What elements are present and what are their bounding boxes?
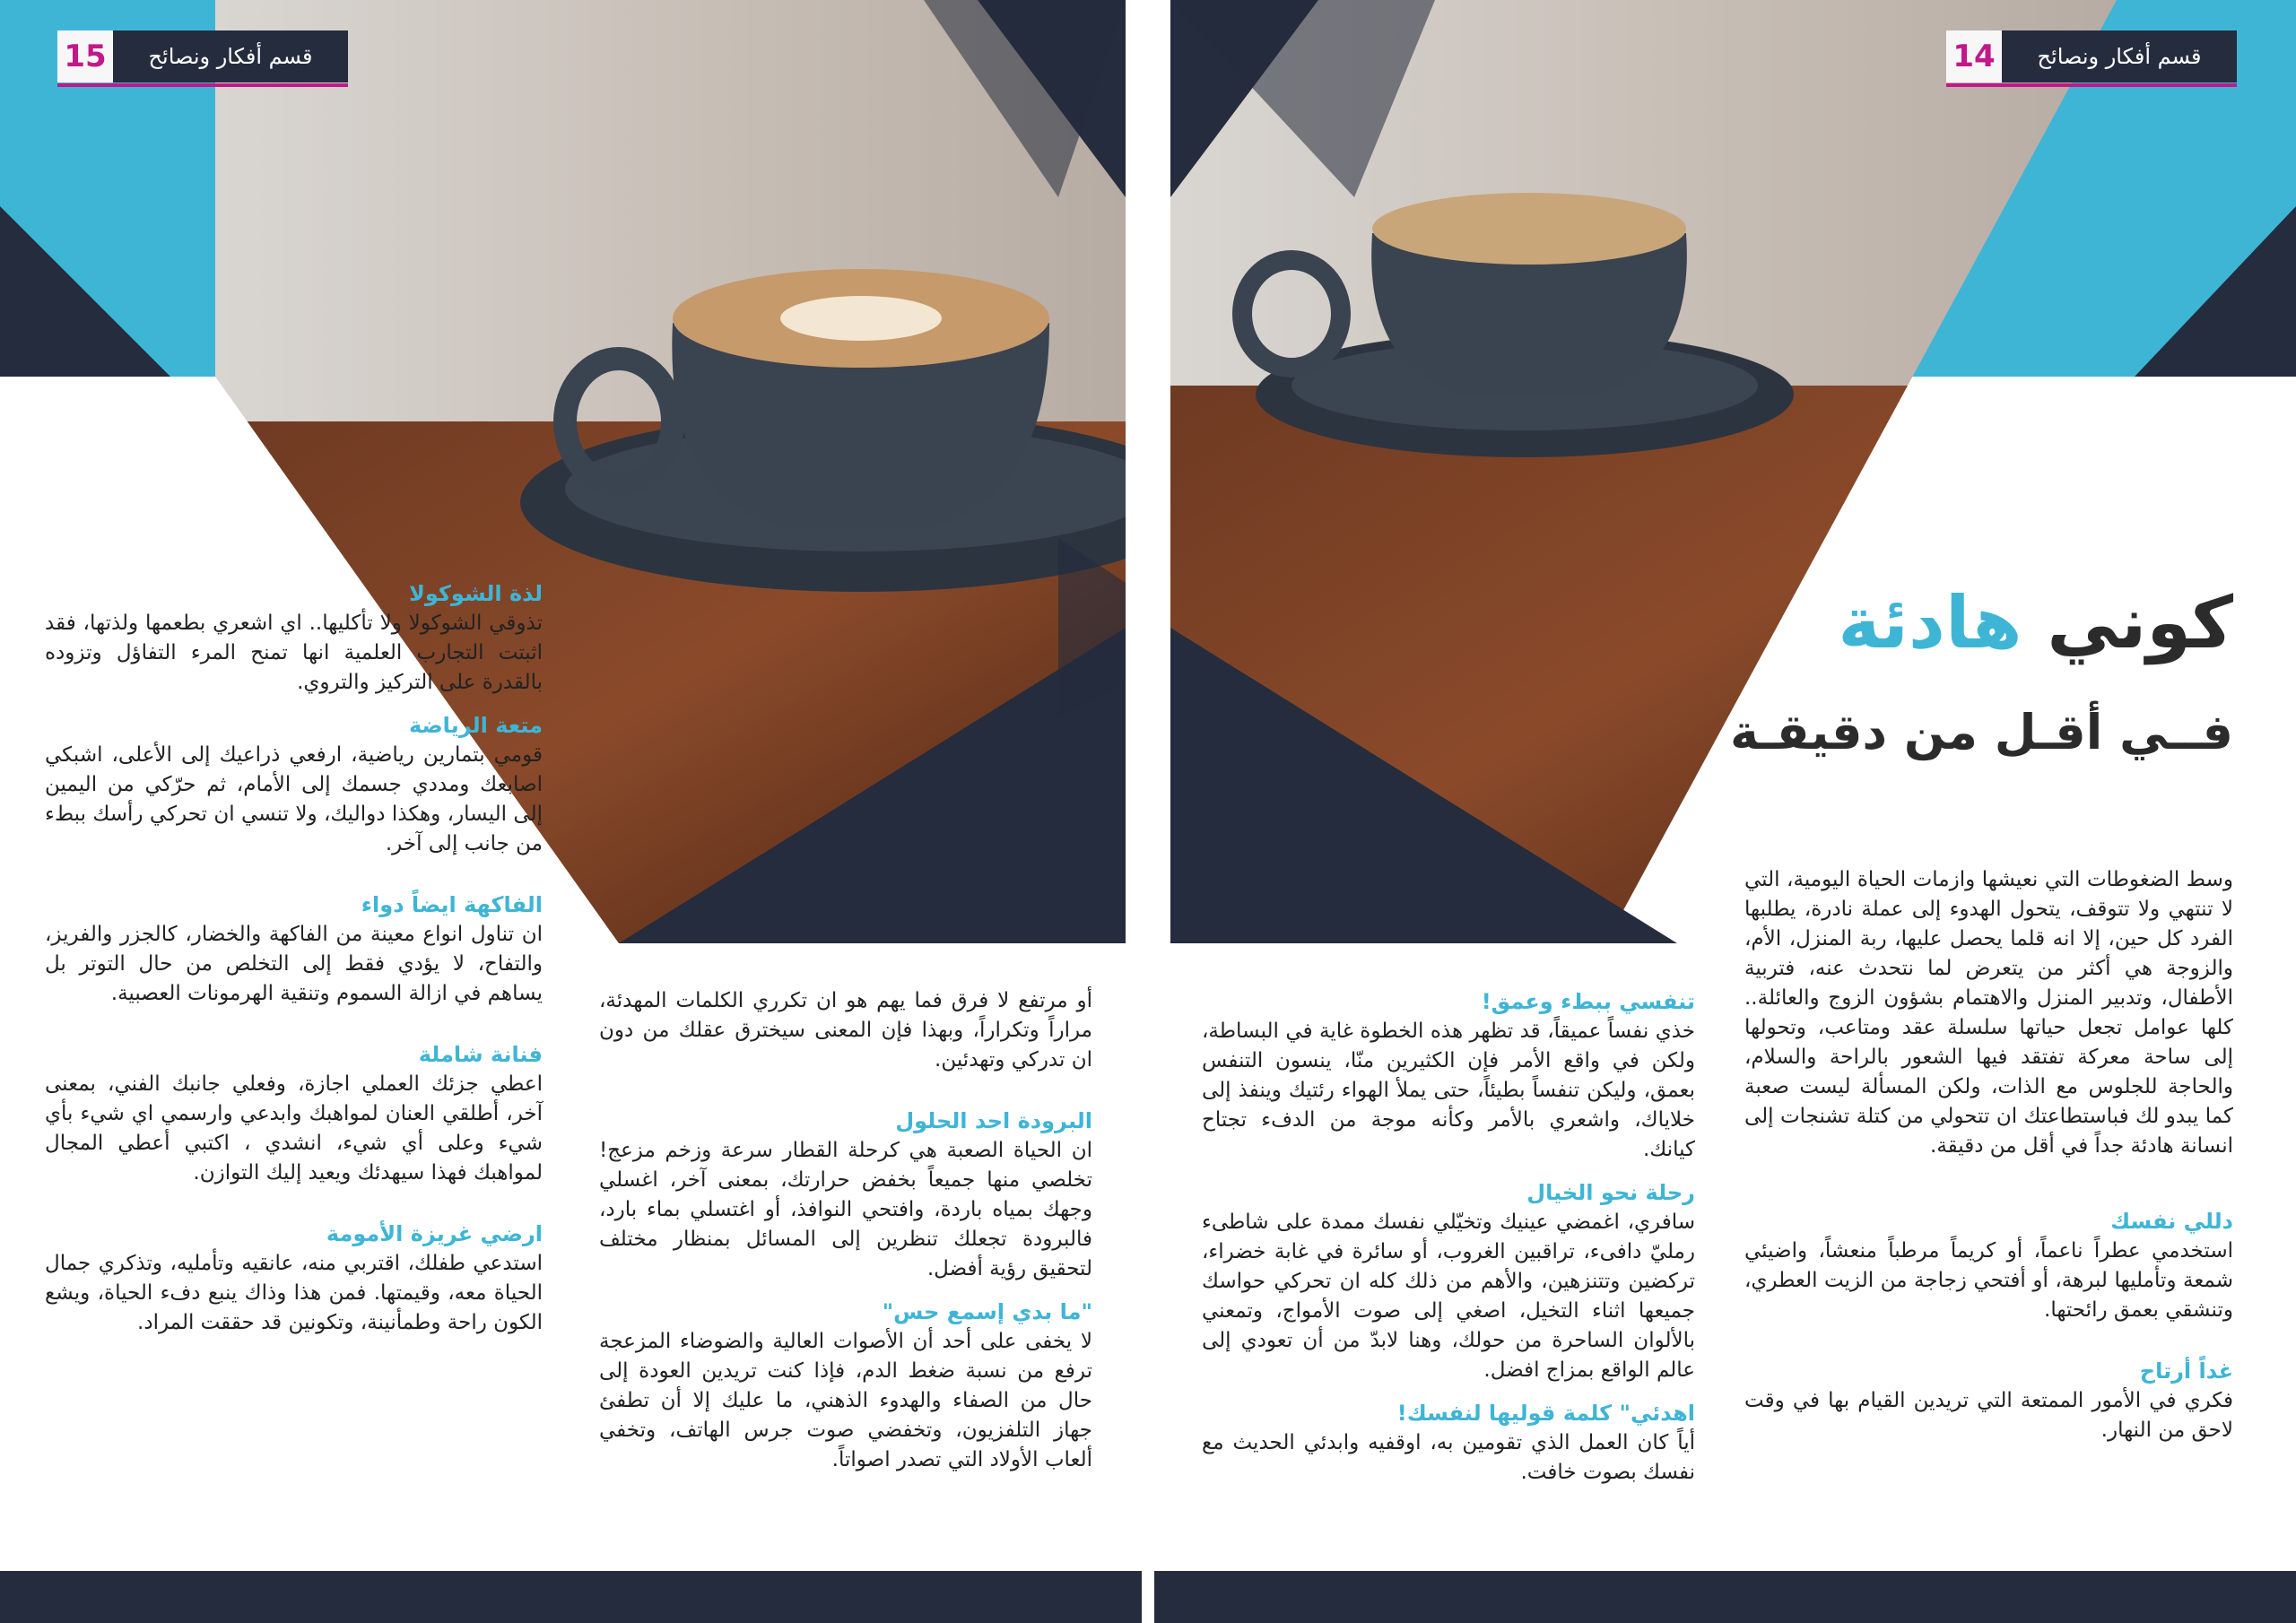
text-artist: اعطي جزئك العملي اجازة، وفعلي جانبك الفني، بمعنى آخر، أطلقي العنان لمواهبك وابدعي وارسمي اي شيء بأي شيء وعلى أي شيء، انشدي ، اكتبي أعطي المجال لمواهبك فهذا سيهدئك ويعيد إليك التوازن. xyxy=(45,1072,543,1185)
heading-chocolate: لذة الشوكولا xyxy=(409,581,543,606)
page-header-right xyxy=(1946,30,2237,82)
text-continued: أو مرتفع لا فرق فما يهم هو ان تكرري الكلمات المهدئة، مراراً وتكراراً، وبهذا فإن المعنى سيخترق عقلك من دون ان تدركي وتهدئين. xyxy=(599,989,1092,1072)
heading-artist: فنانة شاملة xyxy=(418,1042,543,1067)
heading-buruda: البرودة احد الحلول xyxy=(895,1108,1092,1133)
article-title xyxy=(1704,583,2233,664)
heading-ihdai: اهدئي" كلمة قوليها لنفسك! xyxy=(1396,1401,1695,1426)
title-word-1: كوني xyxy=(2047,581,2233,664)
text-ghadan: فكري في الأمور الممتعة التي تريدين القيام بها في وقت لاحق من النهار. xyxy=(1744,1389,2233,1442)
text-sport: قومي بتمارين رياضية، ارفعي ذراعيك إلى الأعلى، اشبكي اصابعك ومددي جسمك إلى الأمام، ثم حرّكي من اليمين إلى اليسار، وهكذا دواليك، ولا تنسي ان تحركي رأسك ببطء من جانب إلى آخر. xyxy=(45,743,543,855)
heading-fruit: الفاكهة ايضاً دواء xyxy=(361,892,543,917)
heading-mother: ارضي غريزة الأمومة xyxy=(326,1221,543,1246)
page-number-right: 14 xyxy=(1946,30,2002,82)
heading-tanaffasi: تنفسي ببطء وعمق! xyxy=(1481,989,1695,1014)
title-word-2: هادئة xyxy=(1838,581,2022,664)
text-buruda: ان الحياة الصعبة هي كرحلة القطار سرعة وزخم مزعج! تخلصي منها جميعاً بخفض حرارتك، بمعنى آخر، اغسلي وجهك بمياه باردة، وافتحي النوافذ، أو اغتسلي بماء بارد، فالبرودة تجعلك تنظرين إلى المسائل بمنظار مختلف لتحقيق رؤية أفضل. xyxy=(599,1139,1092,1280)
text-fruit: ان تناول انواع معينة من الفاكهة والخضار، كالجزر والفريز، والتفاح، لا يؤدي فقط إلى التخلص من حال التوتر بل يساهم في ازالة السموم وتنقية الهرمونات العصبية. xyxy=(45,923,543,1005)
heading-sport: متعة الرياضة xyxy=(408,713,543,738)
text-mabaddi: لا يخفى على أحد أن الأصوات العالية والضوضاء المزعجة ترفع من نسبة ضغط الدم، فإذا كنت تريدين العودة إلى حال من الصفاء والهدوء الذهني، ما عليك إلا أن تطفئ جهاز التلفزيون، وتخفضي صوت جرس الهاتف، وتخفي ألعاب الأولاد التي تصدر اصواتاً. xyxy=(599,1330,1092,1471)
article-subtitle: فــي أقـل من دقيقـة xyxy=(1729,704,2233,760)
text-tanaffasi: خذي نفساً عميقاً، قد تظهر هذه الخطوة غاية في البساطة، ولكن في واقع الأمر فإن الكثيرين منّا، ينسون التنفس بعمق، وليكن تنفساً بطيئاً، حتى يملأ الهواء رئتيك وينفذ إلى خلاياك، واشعري بالأمر وكأنه موجة من الدفء تجتاح كيانك. xyxy=(1202,1020,1695,1161)
page-header-left xyxy=(57,30,348,82)
text-chocolate: تذوقي الشوكولا ولا تأكليها.. اي اشعري بطعمها ولذتها، فقد اثبتت التجارب العلمية انها تمنح المرء التفاؤل وتزوده بالقدرة على التركيز والتروي. xyxy=(45,612,543,694)
heading-dalli: دللي نفسك xyxy=(2110,1209,2233,1234)
column-3 xyxy=(599,986,1092,1488)
section-name-right: قسم أفكار ونصائح xyxy=(2002,30,2237,82)
column-1 xyxy=(1744,865,2233,1458)
text-mother: استدعي طفلك، اقتربي منه، عانقيه وتأمليه، وتذكري جمال الحياة معه، وقيمتها. فمن هذا وذاك ينبع دفء الحياة، ويشع الكون راحة وطمأنينة، وتكونين قد حققت المراد. xyxy=(45,1252,543,1334)
heading-ghadan: غداً أرتاح xyxy=(2139,1358,2233,1384)
page-number-left: 15 xyxy=(57,30,113,82)
text-rihla: سافري، اغمضي عينيك وتخيّلي نفسك ممدة على شاطىء رمليّ دافىء، تراقبين الغروب، أو سائرة في غابة خضراء، تركضين وتتنزهين، والأهم من ذلك كله ان تحركي حواسك جميعها اثناء التخيل، اصغي إلى صوت الأمواج، وتمعني بالألوان الساحرة من حولك، وهنا لابدّ من أن تعودي إلى عالم الواقع بمزاج افضل. xyxy=(1202,1211,1695,1382)
text-ihdai: أياً كان العمل الذي تقومين به، اوقفيه وابدئي الحديث مع نفسك بصوت خافت. xyxy=(1202,1431,1695,1484)
heading-rihla: رحلة نحو الخيال xyxy=(1526,1180,1695,1205)
intro-paragraph: وسط الضغوطات التي نعيشها وازمات الحياة اليومية، التي لا تنتهي ولا تتوقف، يتحول الهدوء إلى عملة نادرة، يطلبها الفرد كل حين، إلا انه قلما يحصل عليها، ربة المنزل، الأم، والزوجة هي أكثر من يتعرض لما نتحدث عنه، فتربية الأطفال، وتدبير المنزل والاهتمام بشؤون الزوج والعائلة.. كلها عوامل تجعل حياتها سلسلة عقد ومتاعب، وتحولها إلى ساحة معركة تفتقد فيها الشعور بالراحة والسلام، والحاجة للجلوس مع الذات، ولكن المسألة ليست صعبة كما يبدو لك فباستطاعتك ان تتحولي من كتلة تشنجات إلى انسانة هادئة جداً في أقل من دقيقة. xyxy=(1744,868,2233,1158)
column-2 xyxy=(1202,986,1695,1500)
heading-mabaddi: "ما بدي إسمع حس" xyxy=(882,1299,1092,1324)
text-dalli: استخدمي عطراً ناعماً، أو كريماً مرطباً منعشاً، واضيئي شمعة وتأمليها لبرهة، أو أفتحي زجاجة من الزيت العطري، وتنشقي بعمق رائحتها. xyxy=(1744,1239,2233,1322)
section-name-left: قسم أفكار ونصائح xyxy=(113,30,348,82)
page-spine xyxy=(1142,1571,1154,1623)
column-4 xyxy=(45,578,543,1350)
